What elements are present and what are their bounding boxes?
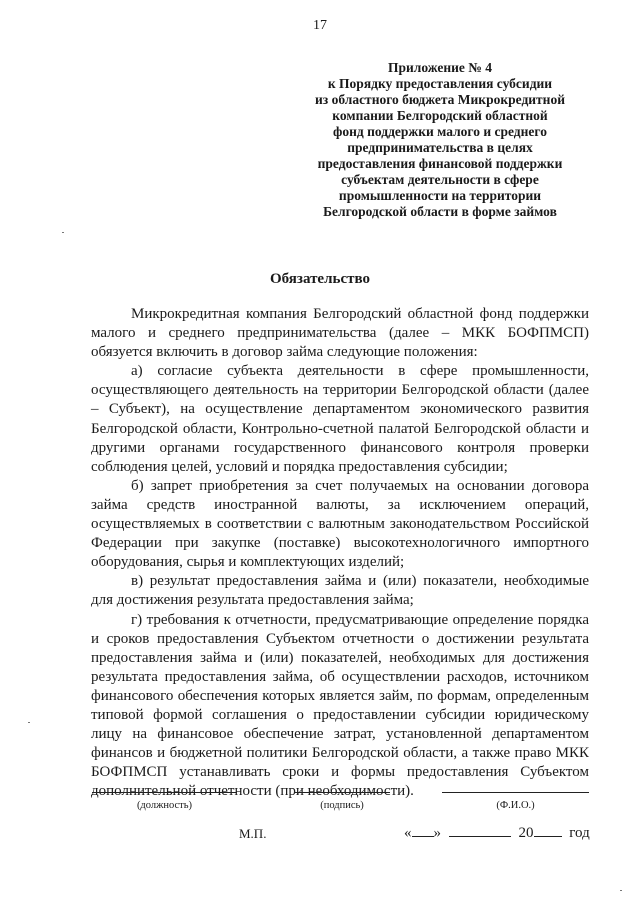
name-caption: (Ф.И.О.) [496, 800, 535, 811]
appendix-line: фонд поддержки малого и среднего [333, 124, 547, 139]
date-close-quote: » [433, 825, 441, 841]
clause-d-paragraph: г) требования к отчетности, предусматривающие определение порядка и сроков предоставления Субъектом отчетности о достижении результата предоставления займа и (или) показателей, необходимых для достижения результата предоставления займа, об осуществлении расходов, источником финансового обеспечения которых является займ, по формам, определенным типовой формой соглашения о предоставлении субсидии юридическому лицу на финансовое обеспечение затрат, установленной департаментом финансов и бюджетной политики Белгородской области, а также право МКК БОФПМСП устанавливать сроки и формы предоставления Субъектом дополнительной отчетности (при необходимости). [91, 611, 589, 800]
clause-b-paragraph: б) запрет приобретения за счет получаемых на основании договора займа средств иностранной валюты, за исключением операций, осуществляемых в соответствии с валютным законодательством Российской Федерации при закупке (поставке) высокотехнологичного импортного оборудования, сырья и комплектующих изделий; [91, 477, 589, 571]
appendix-line: субъектам деятельности в сфере [341, 172, 539, 187]
appendix-line: из областного бюджета Микрокредитной [315, 92, 565, 107]
appendix-line: Белгородской области в форме займов [323, 204, 557, 219]
document-body [91, 305, 589, 801]
document-title: Обязательство [270, 271, 370, 287]
date-line [404, 822, 590, 842]
appendix-line: предпринимательства в целях [347, 140, 533, 155]
page-number: 17 [313, 18, 327, 33]
position-line[interactable] [92, 792, 237, 793]
scan-mark [62, 232, 64, 233]
appendix-line: к Порядку предоставления субсидии [327, 76, 553, 91]
year-suffix: год [569, 825, 590, 841]
scan-mark [620, 890, 622, 891]
position-caption: (должность) [136, 800, 193, 811]
year-blank[interactable] [534, 822, 562, 837]
day-blank[interactable] [412, 822, 434, 837]
clause-a-paragraph: а) согласие субъекта деятельности в сфере промышленности, осуществляющего деятельность на территории Белгородской области (далее – Субъект), на осуществление департаментом экономического развития Белгородской области, Контрольно-счетной палатой Белгородской области и другими органами государственного финансового контроля проверки соблюдения целей, условий и порядка предоставления субсидии; [91, 363, 589, 475]
signature-caption: (подпись) [320, 800, 364, 811]
signature-line[interactable] [294, 792, 390, 793]
clause-c-paragraph: в) результат предоставления займа и (или) показатели, необходимые для достижения результата предоставления займа; [91, 573, 589, 609]
appendix-line: промышленности на территории [338, 188, 542, 203]
appendix-header [300, 60, 580, 220]
appendix-line: компании Белгородский областной [332, 108, 548, 123]
year-prefix: 20 [518, 825, 534, 841]
date-open-quote: « [404, 825, 412, 841]
appendix-line: предоставления финансовой поддержки [317, 156, 563, 171]
appendix-line: Приложение № 4 [388, 60, 492, 75]
month-blank[interactable] [449, 822, 511, 837]
scan-mark [28, 722, 30, 723]
name-line[interactable] [442, 792, 589, 793]
stamp-label: М.П. [239, 826, 267, 841]
intro-paragraph: Микрокредитная компания Белгородский областной фонд поддержки малого и среднего предпринимательства (далее – МКК БОФПМСП) обязуется включить в договор займа следующие положения: [91, 306, 589, 361]
